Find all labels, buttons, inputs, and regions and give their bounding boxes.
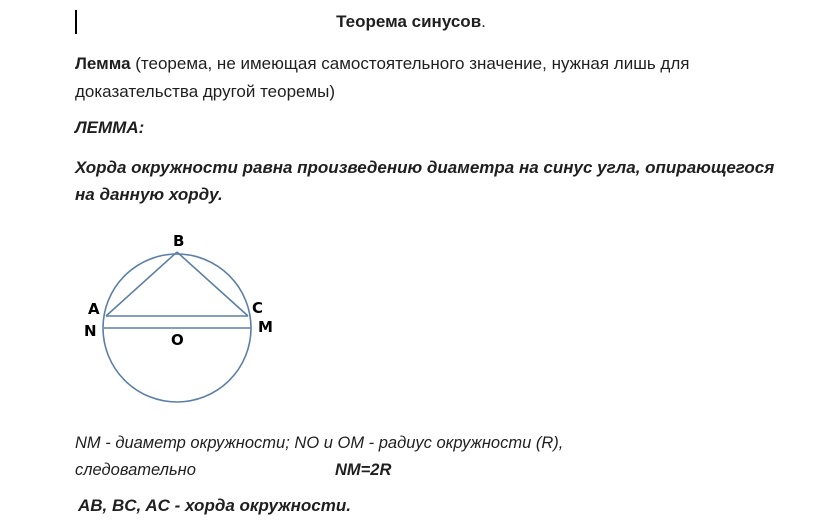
chords-line: AB, BC, AC - хорда окружности.: [78, 496, 351, 515]
lemma-statement: Хорда окружности равна произведению диаметра на синус угла, опирающегося на данную хорду.: [75, 158, 775, 204]
note-line-1: NM - диаметр окружности; NO и OM - радиус окружности (R),: [75, 434, 564, 452]
label-o: O: [171, 331, 184, 349]
label-b: B: [173, 232, 185, 250]
circle-diagram: [70, 218, 310, 418]
label-a: A: [88, 300, 100, 318]
note-result: NM=2R: [335, 461, 392, 479]
title-suffix: .: [481, 12, 486, 31]
lemma-term: Лемма: [75, 54, 131, 73]
title-text: Теорема синусов: [336, 12, 482, 31]
lemma-definition: [75, 50, 795, 106]
label-c: C: [252, 299, 264, 317]
page-title: [0, 12, 822, 32]
label-n: N: [84, 322, 97, 340]
label-m: M: [258, 318, 273, 336]
lemma-heading: ЛЕММА:: [75, 118, 145, 137]
note-line-2: следовательно: [75, 461, 196, 479]
diameter-note: [75, 430, 795, 484]
lemma-definition-text: (теорема, не имеющая самостоятельного значение, нужная лишь для доказательства другой теоремы): [75, 54, 690, 101]
